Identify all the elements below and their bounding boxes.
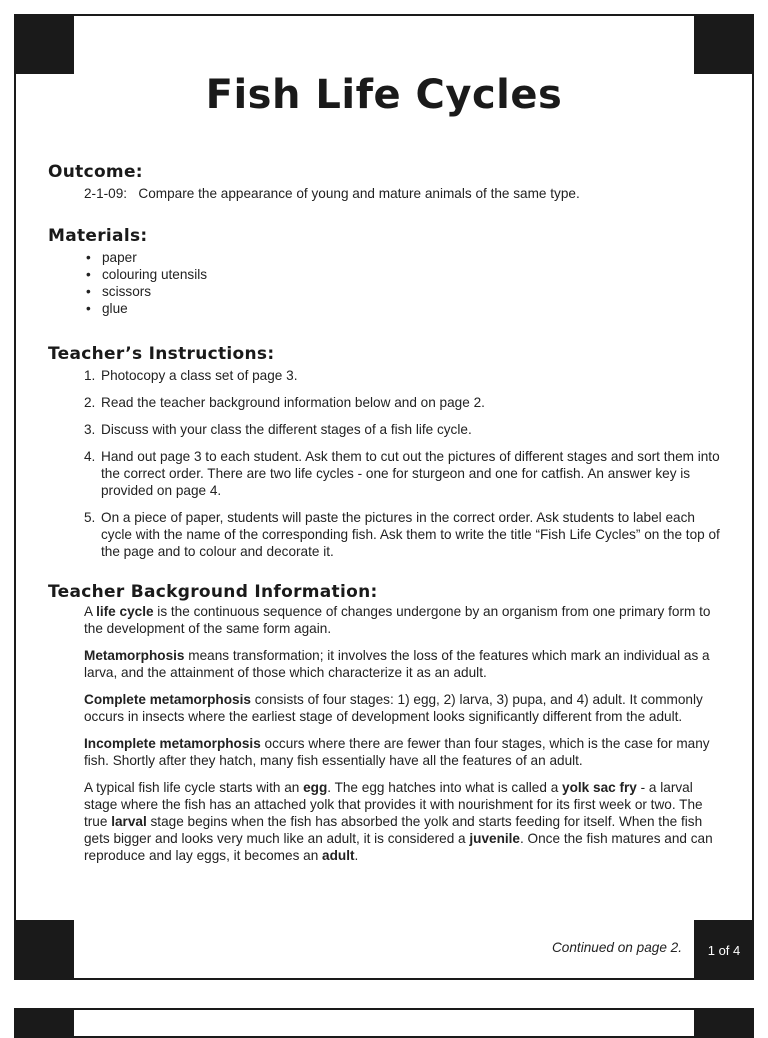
term-adult: adult xyxy=(322,848,355,863)
instructions-list xyxy=(48,367,728,560)
text-run: . xyxy=(354,848,359,863)
text-run: . The egg hatches into what is called a xyxy=(327,780,563,795)
list-item xyxy=(84,448,728,499)
page-title: Fish Life Cycles xyxy=(205,72,563,118)
paragraph-complete-metamorphosis xyxy=(84,691,728,725)
outcome-section xyxy=(48,164,728,202)
term-larval: larval xyxy=(111,814,147,829)
text-run: occurs where there are fewer than four stages, which is the case for many fish. Shortly after they hatch, many fish essentially have all the features of an adult. xyxy=(84,736,710,768)
page-number-badge xyxy=(694,920,754,980)
term-complete-metamorphosis: Complete metamorphosis xyxy=(84,692,251,707)
list-item xyxy=(84,394,728,411)
list-item xyxy=(84,367,728,384)
paragraph-fish-life-cycle xyxy=(84,779,728,864)
list-item xyxy=(84,509,728,560)
step-number: 3. xyxy=(84,422,96,437)
term-life-cycle: life cycle xyxy=(96,604,154,619)
text-run: . Once the fish matures and can reproduce and lay eggs, it becomes an xyxy=(84,831,713,863)
background-body xyxy=(48,603,728,864)
next-page-corner-left xyxy=(14,1008,74,1038)
term-metamorphosis: Metamorphosis xyxy=(84,648,185,663)
paragraph-metamorphosis xyxy=(84,647,728,681)
step-text: Read the teacher background information below and on page 2. xyxy=(101,395,485,410)
term-yolk-sac-fry: yolk sac fry xyxy=(562,780,637,795)
text-run: A typical fish life cycle starts with an xyxy=(84,780,304,795)
list-item: • glue xyxy=(86,300,728,317)
corner-block-top-right xyxy=(694,14,754,74)
step-number: 1. xyxy=(84,368,96,383)
list-item: • scissors xyxy=(86,283,728,300)
next-page-frame xyxy=(14,1008,754,1038)
corner-block-top-left xyxy=(14,14,74,74)
continued-note: Continued on page 2. xyxy=(551,940,682,955)
instructions-section xyxy=(48,346,728,560)
step-text: Photocopy a class set of page 3. xyxy=(101,368,298,383)
step-number: 5. xyxy=(84,510,96,525)
text-run: means transformation; it involves the loss of the features which mark an individual as a larva, and the attainment of those which characterize it as an adult. xyxy=(84,648,710,680)
list-item xyxy=(84,421,728,438)
materials-list xyxy=(48,249,728,317)
text-run: A xyxy=(84,604,97,619)
instructions-heading: Teacher’s Instructions: xyxy=(48,344,275,364)
term-juvenile: juvenile xyxy=(469,831,520,846)
text-run: - a larval stage where the fish has an attached yolk that provides it with nourishment for its first week or two. The true xyxy=(84,780,703,829)
paragraph-incomplete-metamorphosis xyxy=(84,735,728,769)
corner-block-bottom-left xyxy=(14,920,74,980)
paragraph-life-cycle xyxy=(84,603,728,637)
materials-heading: Materials: xyxy=(48,226,148,246)
outcome-text: Compare the appearance of young and mature animals of the same type. xyxy=(138,186,580,201)
text-run: stage begins when the fish has absorbed the yolk and starts feeding for itself. When the fish gets bigger and looks very much like an adult, it is considered a xyxy=(84,814,703,846)
background-heading: Teacher Background Information: xyxy=(48,582,378,602)
list-item: • paper xyxy=(86,249,728,266)
next-page-corner-right xyxy=(694,1008,754,1038)
step-text: Hand out page 3 to each student. Ask them to cut out the pictures of different stages and sort them into the correct order. There are two life cycles - one for sturgeon and one for catfish. An answer key is provided on page 4. xyxy=(101,449,720,498)
page-number: 1 of 4 xyxy=(707,942,741,958)
step-text: Discuss with your class the different stages of a fish life cycle. xyxy=(101,422,472,437)
materials-section xyxy=(48,228,728,317)
outcome-heading: Outcome: xyxy=(48,162,143,182)
step-text: On a piece of paper, students will paste the pictures in the correct order. Ask students to label each cycle with the name of the corresponding fish. Ask them to write the title “Fish Life Cycles” on the top of the page and to colour and decorate it. xyxy=(101,510,720,559)
step-number: 4. xyxy=(84,449,96,464)
text-run: is the continuous sequence of changes undergone by an organism from one primary form to the development of the same form again. xyxy=(84,604,711,636)
term-egg: egg xyxy=(303,780,328,795)
list-item: • colouring utensils xyxy=(86,266,728,283)
outcome-line xyxy=(48,185,728,202)
worksheet-content xyxy=(48,164,728,874)
term-incomplete-metamorphosis: Incomplete metamorphosis xyxy=(84,736,261,751)
text-run: consists of four stages: 1) egg, 2) larva, 3) pupa, and 4) adult. It commonly occurs in insects where the earliest stage of development looks significantly different from the adult. xyxy=(84,692,703,724)
step-number: 2. xyxy=(84,395,96,410)
background-section xyxy=(48,584,728,864)
outcome-code: 2-1-09: xyxy=(84,186,128,201)
